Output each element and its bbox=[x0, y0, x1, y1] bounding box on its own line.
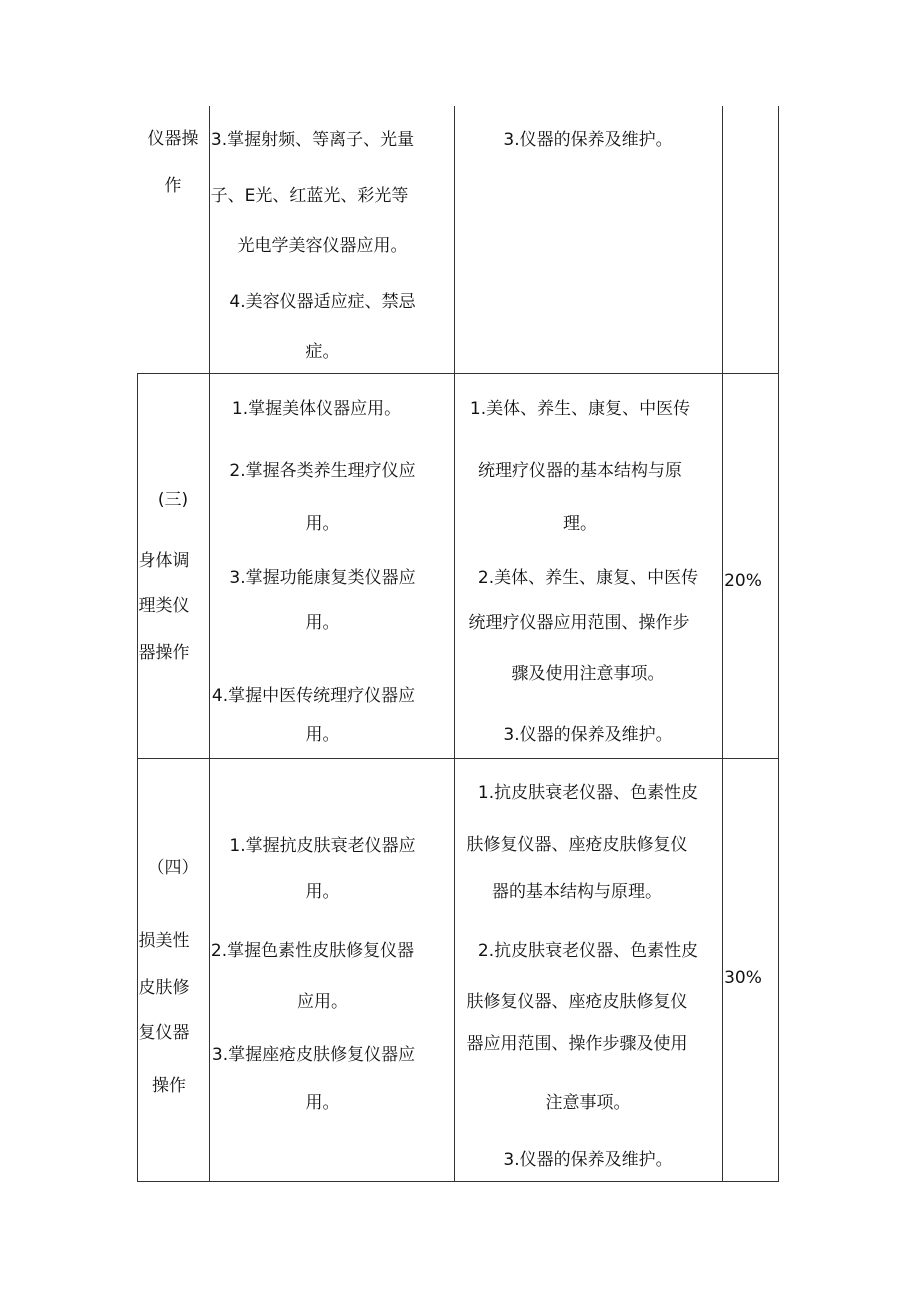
skill-line: 症。 bbox=[305, 342, 340, 362]
module-name-line: 复仪器 bbox=[138, 1023, 190, 1043]
module-name-line: 损美性 bbox=[138, 931, 190, 951]
knowledge-line: 统理疗仪器应用范围、操作步 bbox=[468, 613, 690, 633]
skill-line: 3.掌握功能康复类仪器应 bbox=[229, 568, 416, 588]
knowledge-line: 3.仪器的保养及维护。 bbox=[503, 1150, 673, 1170]
skill-line: 用。 bbox=[305, 1093, 340, 1113]
skill-line: 3.掌握座疮皮肤修复仪器应 bbox=[211, 1045, 416, 1065]
table-border-right bbox=[778, 106, 779, 1182]
knowledge-line: 1.抗皮肤衰老仪器、色素性皮 bbox=[477, 783, 699, 803]
knowledge-line: 器的基本结构与原理。 bbox=[492, 882, 662, 902]
table-column-divider bbox=[722, 106, 723, 1182]
table-column-divider bbox=[209, 106, 210, 1182]
skill-line: 4.美容仪器适应症、禁忌 bbox=[229, 292, 416, 312]
module-name-line: 仪器操 bbox=[147, 129, 199, 149]
module-name-line: 操作 bbox=[152, 1076, 186, 1096]
skill-line: 子、E光、红蓝光、彩光等 bbox=[210, 186, 409, 206]
knowledge-line: 3.仪器的保养及维护。 bbox=[503, 725, 673, 745]
skill-line: 光电学美容仪器应用。 bbox=[237, 236, 408, 256]
row-divider bbox=[137, 373, 779, 374]
knowledge-line: 2.抗皮肤衰老仪器、色素性皮 bbox=[477, 941, 699, 961]
knowledge-line: 器应用范围、操作步骤及使用 bbox=[466, 1034, 688, 1054]
knowledge-line: 理。 bbox=[563, 514, 597, 534]
module-name-line: 皮肤修 bbox=[138, 978, 190, 998]
knowledge-line: 统理疗仪器的基本结构与原 bbox=[478, 461, 682, 481]
module-name-line: 理类仪 bbox=[138, 596, 190, 616]
knowledge-line: 注意事项。 bbox=[545, 1093, 631, 1113]
knowledge-line: 1.美体、养生、康复、中医传 bbox=[469, 399, 691, 419]
module-name-line: (三) bbox=[157, 490, 189, 510]
knowledge-line: 骤及使用注意事项。 bbox=[511, 664, 665, 684]
weight-percent: 30% bbox=[724, 968, 762, 988]
module-name-line: 作 bbox=[164, 176, 182, 196]
weight-percent: 20% bbox=[724, 571, 762, 591]
skill-line: 用。 bbox=[305, 725, 340, 745]
table-border-bottom bbox=[137, 1181, 779, 1182]
skill-line: 3.掌握射频、等离子、光量 bbox=[210, 130, 415, 150]
module-name-line: 身体调 bbox=[138, 551, 190, 571]
table-column-divider bbox=[454, 106, 455, 1182]
row-divider bbox=[137, 758, 779, 759]
skill-line: 用。 bbox=[305, 613, 340, 633]
skill-line: 用。 bbox=[305, 882, 340, 902]
knowledge-line: 肤修复仪器、座疮皮肤修复仪 bbox=[466, 835, 688, 855]
knowledge-line: 3.仪器的保养及维护。 bbox=[503, 130, 673, 150]
skill-line: 2.掌握各类养生理疗仪应 bbox=[229, 461, 416, 481]
knowledge-line: 2.美体、养生、康复、中医传 bbox=[477, 568, 699, 588]
skill-line: 用。 bbox=[305, 514, 340, 534]
module-name-line: 器操作 bbox=[138, 643, 190, 663]
skill-line: 4.掌握中医传统理疗仪器应 bbox=[211, 686, 416, 706]
skill-line: 应用。 bbox=[297, 992, 348, 1012]
module-name-line: （四） bbox=[147, 858, 199, 878]
knowledge-line: 肤修复仪器、座疮皮肤修复仪 bbox=[466, 992, 688, 1012]
skill-line: 2.掌握色素性皮肤修复仪器 bbox=[210, 941, 415, 961]
skill-line: 1.掌握抗皮肤衰老仪器应 bbox=[229, 836, 416, 856]
skill-line: 1.掌握美体仪器应用。 bbox=[231, 399, 402, 419]
